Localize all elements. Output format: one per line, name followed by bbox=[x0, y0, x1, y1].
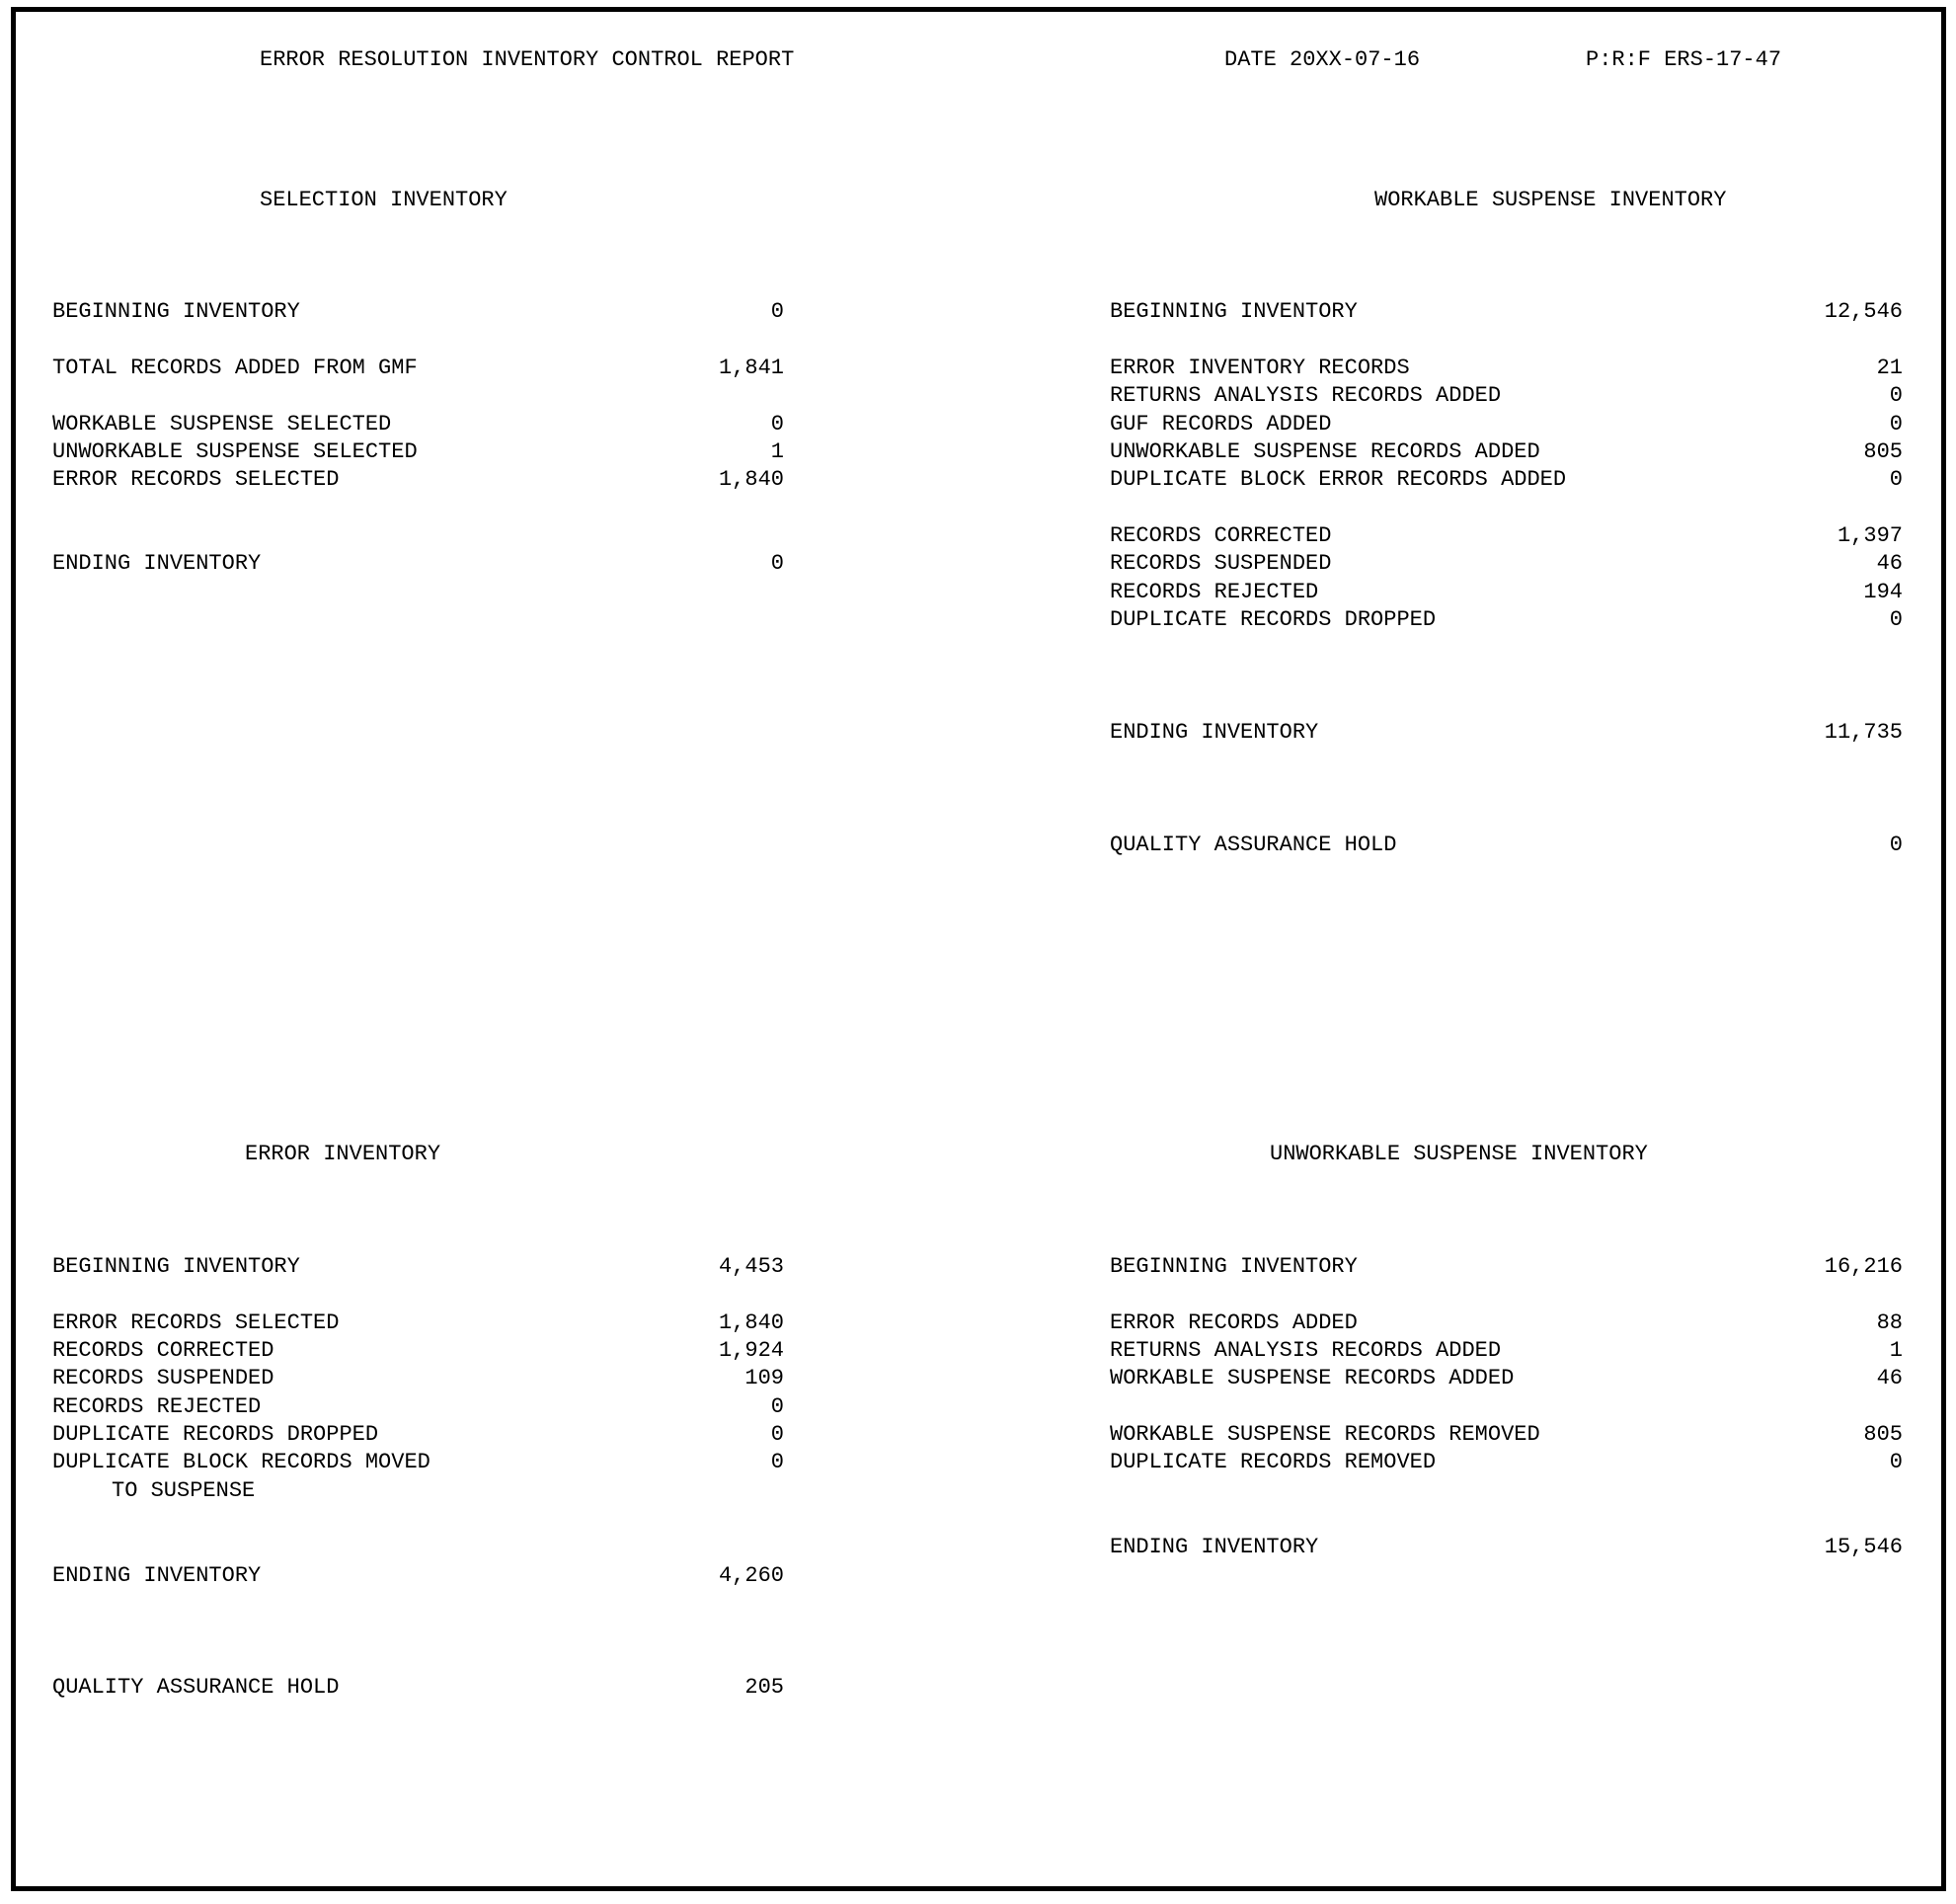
row-value: 4,260 bbox=[718, 1563, 784, 1588]
row-label: ENDING INVENTORY bbox=[52, 1563, 262, 1588]
row-label: ERROR RECORDS SELECTED bbox=[52, 1310, 340, 1335]
row-value: 205 bbox=[744, 1675, 784, 1700]
row-value: 805 bbox=[1863, 439, 1903, 464]
row-value: 0 bbox=[1889, 467, 1903, 492]
row-label: ERROR INVENTORY RECORDS bbox=[1110, 356, 1410, 380]
row-value: 21 bbox=[1876, 356, 1903, 380]
row-label: DUPLICATE BLOCK ERROR RECORDS ADDED bbox=[1110, 467, 1567, 492]
row-label: BEGINNING INVENTORY bbox=[1110, 1254, 1358, 1279]
row-value: 15,546 bbox=[1824, 1535, 1903, 1559]
row-value: 0 bbox=[1889, 607, 1903, 632]
row-value: 88 bbox=[1876, 1310, 1903, 1335]
row-label: RECORDS SUSPENDED bbox=[52, 1366, 274, 1390]
row-value: 0 bbox=[1889, 833, 1903, 857]
row-label: ERROR RECORDS ADDED bbox=[1110, 1310, 1358, 1335]
row-label: DUPLICATE RECORDS REMOVED bbox=[1110, 1450, 1437, 1474]
row-label: UNWORKABLE SUSPENSE RECORDS ADDED bbox=[1110, 439, 1540, 464]
row-label: DUPLICATE RECORDS DROPPED bbox=[52, 1422, 379, 1447]
row-label: WORKABLE SUSPENSE SELECTED bbox=[52, 412, 392, 436]
row-value: 109 bbox=[744, 1366, 784, 1390]
row-value: 0 bbox=[1889, 412, 1903, 436]
row-value: 12,546 bbox=[1824, 299, 1903, 324]
row-value: 1,840 bbox=[718, 1310, 784, 1335]
row-value: 0 bbox=[770, 1422, 784, 1447]
row-label: BEGINNING INVENTORY bbox=[52, 299, 300, 324]
row-value: 1,841 bbox=[718, 356, 784, 380]
row-value: 46 bbox=[1876, 551, 1903, 576]
row-label: BEGINNING INVENTORY bbox=[1110, 299, 1358, 324]
row-label: RECORDS CORRECTED bbox=[52, 1338, 274, 1363]
row-label-continuation: TO SUSPENSE bbox=[112, 1478, 256, 1503]
row-label: ENDING INVENTORY bbox=[52, 551, 262, 576]
row-label: RECORDS REJECTED bbox=[52, 1394, 262, 1419]
row-label: BEGINNING INVENTORY bbox=[52, 1254, 300, 1279]
row-label: RETURNS ANALYSIS RECORDS ADDED bbox=[1110, 383, 1502, 408]
row-label: DUPLICATE RECORDS DROPPED bbox=[1110, 607, 1437, 632]
row-label: UNWORKABLE SUSPENSE SELECTED bbox=[52, 439, 418, 464]
unworkable-suspense-title: UNWORKABLE SUSPENSE INVENTORY bbox=[1270, 1142, 1648, 1166]
row-value: 1,397 bbox=[1837, 523, 1903, 548]
report-date: DATE 20XX-07-16 bbox=[1224, 47, 1421, 72]
row-label: DUPLICATE BLOCK RECORDS MOVED bbox=[52, 1450, 430, 1474]
workable-suspense-title: WORKABLE SUSPENSE INVENTORY bbox=[1374, 188, 1727, 212]
row-label: WORKABLE SUSPENSE RECORDS ADDED bbox=[1110, 1366, 1515, 1390]
row-label: RECORDS REJECTED bbox=[1110, 580, 1319, 604]
row-label: QUALITY ASSURANCE HOLD bbox=[1110, 833, 1397, 857]
row-value: 16,216 bbox=[1824, 1254, 1903, 1279]
report-prf: P:R:F ERS-17-47 bbox=[1586, 47, 1782, 72]
row-value: 194 bbox=[1863, 580, 1903, 604]
row-value: 1,924 bbox=[718, 1338, 784, 1363]
row-value: 1,840 bbox=[718, 467, 784, 492]
row-label: ERROR RECORDS SELECTED bbox=[52, 467, 340, 492]
row-value: 4,453 bbox=[718, 1254, 784, 1279]
report-page bbox=[11, 7, 1946, 1891]
row-value: 46 bbox=[1876, 1366, 1903, 1390]
error-inventory-title: ERROR INVENTORY bbox=[245, 1142, 441, 1166]
row-value: 0 bbox=[770, 1450, 784, 1474]
row-value: 0 bbox=[1889, 383, 1903, 408]
row-label: QUALITY ASSURANCE HOLD bbox=[52, 1675, 340, 1700]
row-label: GUF RECORDS ADDED bbox=[1110, 412, 1332, 436]
row-value: 0 bbox=[1889, 1450, 1903, 1474]
row-label: ENDING INVENTORY bbox=[1110, 720, 1319, 745]
row-value: 0 bbox=[770, 551, 784, 576]
row-value: 805 bbox=[1863, 1422, 1903, 1447]
row-value: 0 bbox=[770, 1394, 784, 1419]
row-value: 0 bbox=[770, 299, 784, 324]
row-label: WORKABLE SUSPENSE RECORDS REMOVED bbox=[1110, 1422, 1540, 1447]
row-label: ENDING INVENTORY bbox=[1110, 1535, 1319, 1559]
row-value: 11,735 bbox=[1824, 720, 1903, 745]
row-value: 1 bbox=[770, 439, 784, 464]
row-value: 0 bbox=[770, 412, 784, 436]
selection-inventory-title: SELECTION INVENTORY bbox=[260, 188, 508, 212]
row-label: RECORDS CORRECTED bbox=[1110, 523, 1332, 548]
row-label: RETURNS ANALYSIS RECORDS ADDED bbox=[1110, 1338, 1502, 1363]
row-value: 1 bbox=[1889, 1338, 1903, 1363]
row-label: RECORDS SUSPENDED bbox=[1110, 551, 1332, 576]
report-title: ERROR RESOLUTION INVENTORY CONTROL REPORT bbox=[260, 47, 795, 72]
row-label: TOTAL RECORDS ADDED FROM GMF bbox=[52, 356, 418, 380]
